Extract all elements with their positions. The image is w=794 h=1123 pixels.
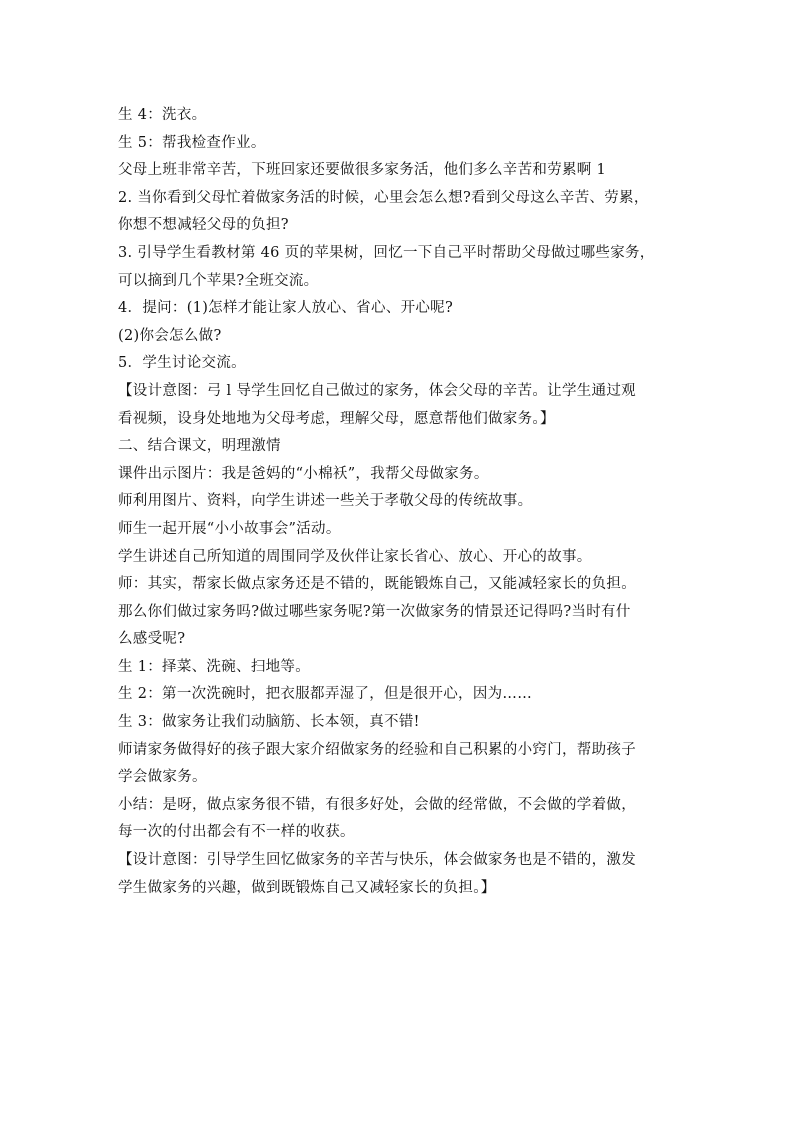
text-line: 师利用图片、资料，向学生讲述一些关于孝敬父母的传统故事。: [118, 493, 533, 510]
text-line: 父母上班非常辛苦，下班回家还要做很多家务活，他们多么辛苦和劳累啊 1: [118, 162, 607, 179]
text-line: 5．学生讨论交流。: [118, 355, 246, 372]
text-line: (2)你会怎么做?: [118, 327, 222, 344]
design-intent-line: 【设计意图：弓 l 导学生回忆自己做过的家务，体会父母的辛苦。让学生通过观: [118, 382, 636, 399]
text-line: 学会做家务。: [118, 769, 207, 786]
section-heading: 二、结合课文，明理激情: [118, 438, 281, 455]
text-line: 学生讲述自己所知道的周围同学及伙伴让家长省心、放心、开心的故事。: [118, 548, 592, 565]
text-line: 你想不想减轻父母的负担?: [118, 217, 289, 234]
text-line: 生 5：帮我检查作业。: [118, 134, 266, 151]
text-line: 生 3：做家务让我们动脑筋、长本领，真不错!: [118, 714, 420, 731]
text-line: 师请家务做得好的孩子跟大家介绍做家务的经验和自己积累的小窍门，帮助孩子: [118, 741, 636, 758]
text-line: 么感受呢?: [118, 631, 186, 648]
text-line: 每一次的付出都会有不一样的收获。: [118, 824, 355, 841]
text-line: 生 2：第一次洗碗时，把衣服都弄湿了，但是很开心，因为……: [118, 686, 533, 703]
text-line: 课件出示图片：我是爸妈的“小棉袄”，我帮父母做家务。: [118, 465, 489, 482]
document-body: [118, 102, 678, 902]
text-line: 4．提问：(1)怎样才能让家人放心、省心、开心呢?: [118, 300, 454, 317]
text-line: 生 1：择菜、洗碗、扫地等。: [118, 658, 311, 675]
text-line: 3. 引导学生看教材第 46 页的苹果树，回忆一下自己平时帮助父母做过哪些家务，: [118, 244, 655, 261]
text-line: 生 4：洗衣。: [118, 107, 207, 123]
text-line: 师：其实，帮家长做点家务还是不错的，既能锻炼自己，又能减轻家长的负担。: [118, 576, 636, 593]
design-intent-line: 看视频，设身处地地为父母考虑，理解父母，愿意帮他们做家务。】: [118, 410, 555, 427]
text-line: 小结：是呀，做点家务很不错，有很多好处，会做的经常做，不会做的学着做，: [118, 796, 636, 813]
text-line: 2. 当你看到父母忙着做家务活的时候，心里会怎么想?看到父母这么辛苦、劳累，: [118, 189, 649, 206]
text-line: 师生一起开展“小小故事会”活动。: [118, 520, 341, 537]
text-line: 那么你们做过家务吗?做过哪些家务呢?第一次做家务的情景还记得吗?当时有什: [118, 603, 631, 620]
text-line: 可以摘到几个苹果?全班交流。: [118, 272, 319, 289]
design-intent-line: 学生做家务的兴趣，做到既锻炼自己又减轻家长的负担。】: [118, 879, 496, 896]
design-intent-line: 【设计意图：引导学生回忆做家务的辛苦与快乐，体会做家务也是不错的，激发: [118, 852, 636, 869]
